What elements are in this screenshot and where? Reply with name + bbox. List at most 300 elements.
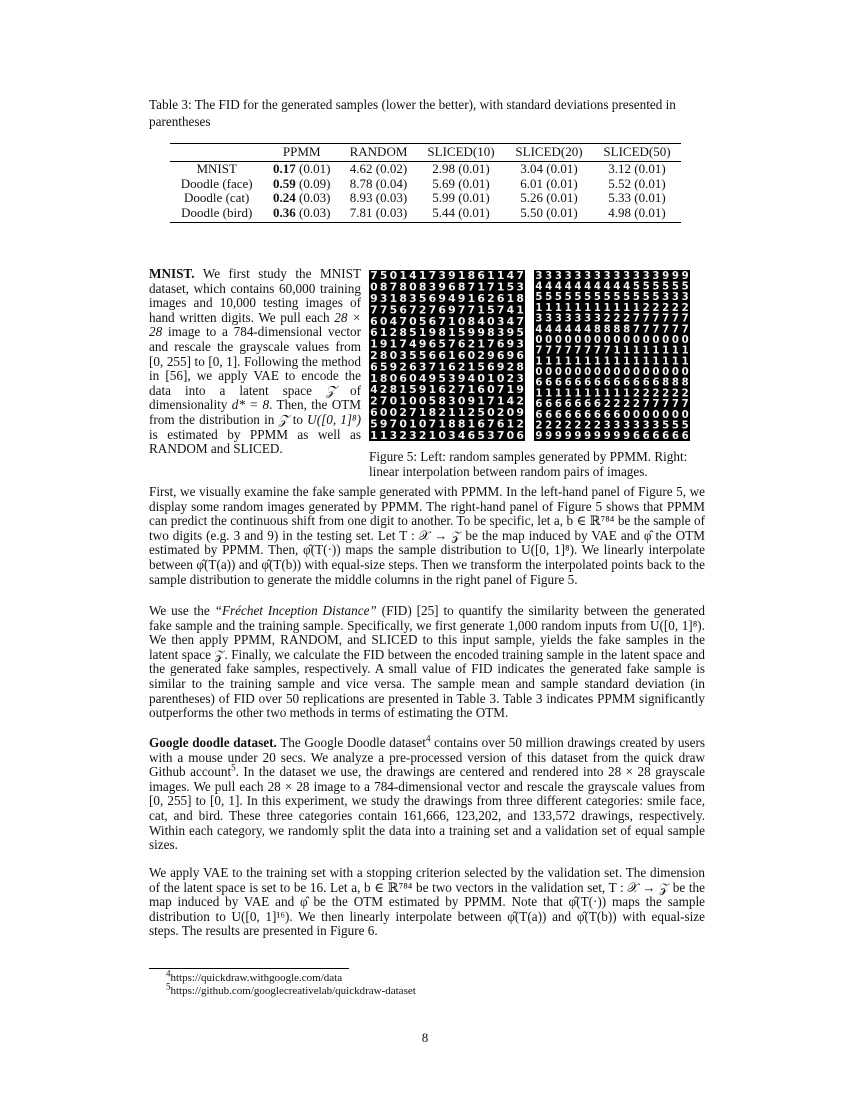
footnote <box>166 968 343 984</box>
interpolation-digit: 1 <box>574 356 582 368</box>
sample-digit: 2 <box>438 406 446 419</box>
interpolation-digit: 5 <box>642 281 650 293</box>
interpolation-digit: 2 <box>671 302 679 314</box>
table-header-cell: PPMM <box>263 144 340 162</box>
sample-digit: 6 <box>477 292 485 305</box>
sample-digit: 6 <box>409 360 417 374</box>
para-text: We use the <box>149 603 215 618</box>
sample-digit: 7 <box>409 303 417 317</box>
math-space: 𝒵 <box>325 382 336 398</box>
sample-digit: 2 <box>516 394 524 408</box>
interpolation-digit: 6 <box>603 409 611 421</box>
interpolation-digit: 3 <box>593 313 601 325</box>
sample-digit: 6 <box>428 314 437 328</box>
sample-digit: 7 <box>457 383 466 397</box>
interpolation-digit: 4 <box>545 281 553 293</box>
interpolation-digit: 3 <box>535 313 543 325</box>
table-row <box>170 161 681 176</box>
sample-digit: 4 <box>506 314 515 328</box>
table-header-cell: SLICED(20) <box>505 144 593 162</box>
interpolation-digit: 1 <box>623 345 631 357</box>
sample-digit: 9 <box>448 270 456 283</box>
interpolation-digit: 9 <box>554 431 562 441</box>
footnote-ref[interactable]: 5 <box>231 762 236 773</box>
interpolation-digit: 0 <box>632 334 640 346</box>
fid-term: “Fréchet Inception Distance” <box>214 603 377 618</box>
mnist-text: . Following the method in [56], we apply VAE to encode the data into a latent space <box>149 353 361 398</box>
interpolation-digit: 7 <box>632 324 640 336</box>
sample-digit: 9 <box>516 406 524 419</box>
interpolation-digit: 1 <box>584 356 592 368</box>
sample-digit: 7 <box>487 280 495 294</box>
sample-digit: 9 <box>370 292 378 305</box>
interpolation-digit: 1 <box>652 356 660 368</box>
sample-digit: 6 <box>370 314 378 328</box>
sample-digit: 7 <box>389 280 398 294</box>
footnote-link[interactable]: https://github.com/googlecreativelab/quickdraw-dataset <box>170 985 416 997</box>
sample-digit: 7 <box>399 337 407 351</box>
sample-digit: 1 <box>389 337 398 351</box>
sample-digit: 9 <box>379 417 388 431</box>
sample-digit: 5 <box>516 326 524 340</box>
interpolation-digit: 3 <box>671 292 679 304</box>
interpolation-digit: 1 <box>535 388 543 400</box>
interpolation-digit: 6 <box>584 409 592 421</box>
interpolation-digit: 0 <box>574 367 582 379</box>
interpolation-digit: 1 <box>584 388 592 400</box>
sample-digit: 6 <box>516 349 524 362</box>
sample-digit: 3 <box>448 428 456 441</box>
sample-digit: 3 <box>448 394 456 408</box>
sample-digit: 0 <box>389 371 398 385</box>
sample-digit: 7 <box>379 303 388 317</box>
mnist-paragraph <box>149 267 361 457</box>
interpolation-digit: 5 <box>652 281 660 293</box>
sample-digit: 0 <box>487 383 495 397</box>
page-number: 8 <box>421 1030 429 1045</box>
sample-digit: 1 <box>487 371 495 385</box>
table-caption: Table 3: The FID for the generated samples (lower the better), with standard deviations presented in parentheses <box>149 97 676 129</box>
sample-digit: 1 <box>409 417 417 431</box>
interpolation-digit: 2 <box>535 420 543 432</box>
interpolation-digit: 1 <box>623 302 631 314</box>
sample-digit: 6 <box>467 428 476 441</box>
sample-digit: 6 <box>477 383 485 397</box>
interpolation-digit: 1 <box>603 356 611 368</box>
interpolation-digit: 9 <box>603 431 611 441</box>
sample-digit: 9 <box>428 326 437 340</box>
footnote-link[interactable]: https://quickdraw.withgoogle.com/data <box>170 972 343 984</box>
sample-digit: 5 <box>409 326 417 340</box>
interpolation-digit: 6 <box>535 399 543 411</box>
sample-digit: 5 <box>428 394 437 408</box>
sample-digit: 7 <box>428 303 437 317</box>
table-cell: 7.81 (0.03) <box>340 206 417 222</box>
sample-digit: 6 <box>496 417 505 431</box>
sample-digit: 9 <box>428 371 437 385</box>
interpolation-digit: 7 <box>662 324 670 336</box>
interpolation-digit: 1 <box>574 388 582 400</box>
sample-digit: 7 <box>457 303 466 317</box>
para-text: contains over 50 million drawings created by users with a mouse under 20 secs. We analyze a pre-processed version of this dataset from the quick draw Github account <box>149 735 705 780</box>
interpolation-digit: 3 <box>584 313 592 325</box>
table-cell: 8.78 (0.04) <box>349 175 408 191</box>
paragraph-google-doodle <box>149 733 706 853</box>
interpolation-digit: 6 <box>554 409 562 421</box>
sample-digit: 1 <box>477 303 485 317</box>
sample-digit: 9 <box>477 326 485 340</box>
sample-digit: 3 <box>496 326 505 340</box>
interpolation-digit: 2 <box>662 302 670 314</box>
sample-digit: 4 <box>418 371 427 385</box>
interpolation-digit: 3 <box>584 270 592 282</box>
interpolation-digit: 8 <box>623 324 631 336</box>
interpolation-digit: 5 <box>603 292 611 304</box>
interpolation-digit: 5 <box>564 292 572 304</box>
table-cell: 5.26 (0.01) <box>520 190 578 206</box>
sample-digit: 5 <box>438 337 446 351</box>
sample-digit: 6 <box>428 337 437 351</box>
sample-digit: 7 <box>516 270 524 283</box>
interpolation-digit: 3 <box>545 270 553 282</box>
table-cell: 5.50 (0.01) <box>505 206 593 222</box>
interpolation-digit: 5 <box>574 292 582 304</box>
table-cell: 3.12 (0.01) <box>608 160 666 176</box>
interpolation-digit: 9 <box>593 431 601 441</box>
interpolation-digit: 3 <box>554 270 562 282</box>
interpolation-digit: 6 <box>652 377 660 389</box>
sample-digit: 8 <box>379 371 388 385</box>
interpolation-digit: 7 <box>681 313 689 325</box>
interpolation-digit: 1 <box>545 302 553 314</box>
sample-digit: 2 <box>399 428 407 441</box>
interpolation-digit: 9 <box>681 270 689 282</box>
interpolation-digit: 2 <box>613 313 621 325</box>
sample-digit: 1 <box>467 292 476 305</box>
interpolation-digit: 9 <box>613 431 621 441</box>
interpolation-digit: 0 <box>574 334 582 346</box>
sample-digit: 1 <box>418 326 427 340</box>
interpolation-digit: 2 <box>632 399 640 411</box>
interpolation-digit: 5 <box>642 292 650 304</box>
interpolation-digit: 0 <box>545 334 553 346</box>
sample-digit: 5 <box>487 303 495 317</box>
sample-digit: 4 <box>409 270 417 283</box>
sample-digit: 6 <box>487 360 495 374</box>
interpolation-digit: 1 <box>642 345 650 357</box>
interpolation-digit: 7 <box>681 399 689 411</box>
sample-digit: 0 <box>457 394 466 408</box>
sample-digit: 4 <box>477 314 485 328</box>
interpolation-digit: 4 <box>574 281 582 293</box>
sample-digit: 5 <box>438 371 446 385</box>
sample-digit: 3 <box>516 371 524 385</box>
table-cell: 3.04 (0.01) <box>520 160 578 176</box>
sample-digit: 4 <box>370 383 378 397</box>
interpolation-digit: 1 <box>613 345 621 357</box>
best-value: 0.36 <box>273 205 296 221</box>
row-label: Doodle (face) <box>180 175 253 191</box>
interpolation-digit: 5 <box>613 292 621 304</box>
sample-digit: 0 <box>506 428 515 441</box>
interpolation-digit: 6 <box>535 409 543 421</box>
interpolation-digit: 5 <box>671 281 679 293</box>
footnote-ref[interactable]: 4 <box>425 733 431 744</box>
interpolation-digit: 3 <box>574 270 582 282</box>
interpolation-digit: 2 <box>593 420 601 432</box>
sample-digit: 5 <box>477 406 485 419</box>
interpolation-digit: 1 <box>662 356 670 368</box>
interpolation-digit: 5 <box>584 292 592 304</box>
interpolation-digit: 2 <box>642 302 650 314</box>
sample-digit: 7 <box>487 337 495 351</box>
interpolation-digit: 4 <box>603 281 611 293</box>
interpolation-digit: 3 <box>632 270 640 282</box>
sample-digit: 5 <box>409 383 417 397</box>
interpolation-digit: 3 <box>613 270 621 282</box>
interpolation-digit: 0 <box>623 334 631 346</box>
interpolation-digit: 6 <box>593 399 601 411</box>
sample-digit: 6 <box>399 371 407 385</box>
interpolation-digit: 7 <box>564 345 572 357</box>
sample-digit: 8 <box>389 383 398 397</box>
sample-digit: 5 <box>379 270 388 283</box>
sample-digit: 3 <box>516 337 524 351</box>
interpolation-digit: 0 <box>671 409 679 421</box>
interpolation-digit: 0 <box>662 409 670 421</box>
sample-digit: 4 <box>457 428 466 441</box>
sample-digit: 1 <box>496 280 505 294</box>
sample-digit: 3 <box>496 314 505 328</box>
interpolation-digit: 0 <box>603 334 611 346</box>
sample-digit: 6 <box>496 337 505 351</box>
interpolation-digit: 1 <box>613 356 621 368</box>
interpolation-digit: 0 <box>593 367 601 379</box>
sample-digit: 6 <box>370 326 378 340</box>
mnist-text: of dimensionality <box>149 382 361 413</box>
table-header-cell: SLICED(50) <box>593 144 681 162</box>
sample-digit: 2 <box>487 292 495 305</box>
interpolation-digit: 9 <box>564 431 572 441</box>
sample-digit: 2 <box>379 383 388 397</box>
sample-digit: 8 <box>399 326 407 340</box>
sample-digit: 1 <box>428 383 437 397</box>
sample-digit: 2 <box>399 406 407 419</box>
sample-digit: 8 <box>418 280 427 294</box>
table-header-cell: RANDOM <box>340 144 417 162</box>
interpolation-digit: 6 <box>671 431 679 441</box>
interpolation-digit: 1 <box>564 388 572 400</box>
interpolation-digit: 4 <box>535 324 543 336</box>
sample-digit: 3 <box>428 280 437 294</box>
interpolation-digit: 7 <box>662 313 670 325</box>
sample-digit: 5 <box>418 292 427 305</box>
sample-digit: 5 <box>506 280 515 294</box>
sample-digit: 7 <box>370 303 378 317</box>
table-cell: 2.98 (0.01) <box>432 160 490 176</box>
sample-digit: 1 <box>438 417 446 431</box>
interpolation-digit: 0 <box>554 334 562 346</box>
interpolation-digit: 3 <box>652 420 660 432</box>
interpolation-digit: 6 <box>545 377 553 389</box>
sample-digit: 8 <box>438 326 446 340</box>
interpolation-digit: 3 <box>681 292 689 304</box>
best-value: 0.24 <box>273 190 296 206</box>
sample-digit: 6 <box>457 349 466 362</box>
interpolation-digit: 2 <box>652 388 660 400</box>
sample-digit: 0 <box>418 394 427 408</box>
interpolation-digit: 5 <box>545 292 553 304</box>
sample-digit: 3 <box>418 360 427 374</box>
interpolation-digit: 6 <box>564 377 572 389</box>
sample-digit: 1 <box>487 270 495 283</box>
interpolation-digit: 2 <box>613 399 621 411</box>
interpolation-digit: 7 <box>642 313 650 325</box>
sample-digit: 7 <box>487 394 495 408</box>
interpolation-digit: 2 <box>623 313 631 325</box>
sample-digit: 8 <box>428 406 437 419</box>
sample-digit: 1 <box>448 406 456 419</box>
sample-digit: 1 <box>467 360 476 374</box>
interpolation-digit: 1 <box>623 388 631 400</box>
sample-digit: 2 <box>448 383 456 397</box>
interpolation-digit: 8 <box>662 377 670 389</box>
interpolation-digit: 7 <box>574 345 582 357</box>
interpolation-digit: 2 <box>642 388 650 400</box>
sample-digit: 1 <box>370 337 378 351</box>
interpolation-digit: 0 <box>652 367 660 379</box>
sample-digit: 1 <box>418 270 427 283</box>
sample-digit: 5 <box>389 303 398 317</box>
table-header-cell <box>170 144 263 162</box>
sample-digit: 9 <box>418 383 427 397</box>
interpolation-digit: 3 <box>545 313 553 325</box>
interpolation-digit: 9 <box>574 431 582 441</box>
interpolation-digit: 0 <box>671 367 679 379</box>
interpolation-digit: 0 <box>613 334 621 346</box>
interpolation-digit: 1 <box>603 302 611 314</box>
sample-digit: 5 <box>418 314 427 328</box>
sample-digit: 8 <box>516 360 524 374</box>
interpolation-digit: 0 <box>564 367 572 379</box>
interpolation-digit: 3 <box>574 313 582 325</box>
sample-digit: 1 <box>457 270 466 283</box>
interpolation-digit: 4 <box>554 281 562 293</box>
interpolation-digit: 6 <box>652 431 660 441</box>
best-cell <box>263 206 340 222</box>
sample-digit: 6 <box>448 360 456 374</box>
math-range: [0, 1] <box>208 353 238 369</box>
sample-digit: 6 <box>477 270 485 283</box>
interpolation-digit: 6 <box>613 377 621 389</box>
interpolation-digit: 0 <box>671 334 679 346</box>
sample-digit: 7 <box>496 383 505 397</box>
sample-digit: 1 <box>477 280 485 294</box>
sample-digit: 9 <box>506 337 515 351</box>
table-header-cell: SLICED(10) <box>417 144 505 162</box>
interpolation-digit: 1 <box>613 388 621 400</box>
interpolation-digit: 2 <box>632 388 640 400</box>
interpolation-digit: 1 <box>681 345 689 357</box>
sample-digit: 7 <box>428 417 437 431</box>
best-value: 0.17 <box>273 160 296 176</box>
sample-digit: 7 <box>487 417 495 431</box>
sample-digit: 5 <box>379 360 388 374</box>
interpolation-digit: 6 <box>574 377 582 389</box>
interpolation-digit: 0 <box>681 367 689 379</box>
sample-digit: 3 <box>409 292 417 305</box>
interpolation-digit: 4 <box>564 324 572 336</box>
table-cell: 4.98 (0.01) <box>593 206 681 222</box>
sample-digit: 8 <box>457 417 466 431</box>
interpolation-digit: 7 <box>662 399 670 411</box>
sample-digit: 6 <box>370 406 378 419</box>
interpolation-digit: 6 <box>613 409 621 421</box>
interpolation-digit: 1 <box>671 345 679 357</box>
sample-digit: 3 <box>438 270 446 283</box>
interpolation-digit: 5 <box>681 281 689 293</box>
mnist-text: is estimated by PPMM as well as RANDOM and SLICED. <box>149 426 361 457</box>
interpolation-digit: 1 <box>671 356 679 368</box>
sample-digit: 1 <box>448 326 456 340</box>
interpolation-digit: 4 <box>564 281 572 293</box>
mnist-text: We first study the MNIST dataset, which contains 60,000 training images and 10,000 testing images of hand written digits. We pull each <box>149 266 361 325</box>
sample-digit: 6 <box>428 292 437 305</box>
table-cell: 4.62 (0.02) <box>349 160 408 176</box>
interpolation-digit: 0 <box>623 367 631 379</box>
interpolation-digit: 2 <box>603 399 611 411</box>
interpolation-digit: 0 <box>652 334 660 346</box>
interpolation-digit: 5 <box>593 292 601 304</box>
interpolation-digit: 7 <box>652 313 660 325</box>
sample-digit: 2 <box>389 326 398 340</box>
sample-digit: 7 <box>467 303 476 317</box>
sample-digit: 6 <box>399 303 407 317</box>
interpolation-digit: 1 <box>603 388 611 400</box>
sample-digit: 1 <box>448 349 456 362</box>
mnist-text: to <box>191 353 209 369</box>
best-sd: (0.03) <box>295 190 331 206</box>
table-cell: 5.99 (0.01) <box>432 190 490 206</box>
interpolation-digit: 6 <box>554 377 562 389</box>
sample-digit: 7 <box>379 394 388 408</box>
sample-digit: 3 <box>379 292 388 305</box>
interpolation-digit: 8 <box>681 377 689 389</box>
sample-digit: 6 <box>438 303 446 317</box>
sample-digit: 4 <box>506 270 515 283</box>
sample-digit: 1 <box>467 383 476 397</box>
sample-digit: 9 <box>438 280 446 294</box>
interpolation-digit: 4 <box>584 281 592 293</box>
sample-digit: 4 <box>506 303 515 317</box>
interpolation-digit: 9 <box>671 270 679 282</box>
sample-digit: 7 <box>409 406 417 419</box>
interpolation-digit: 0 <box>535 334 543 346</box>
interpolation-digit: 5 <box>662 420 670 432</box>
interpolation-digit: 0 <box>593 334 601 346</box>
sample-digit: 0 <box>389 406 398 419</box>
interpolation-digit: 3 <box>564 313 572 325</box>
sample-digit: 5 <box>418 349 427 362</box>
sample-digit: 1 <box>418 406 427 419</box>
para-text: The Google Doodle dataset <box>276 735 426 750</box>
interpolation-digit: 2 <box>681 388 689 400</box>
table-row <box>170 191 681 206</box>
interpolation-digit: 1 <box>632 345 640 357</box>
row-label: Doodle (bird) <box>170 206 263 222</box>
interpolation-digit: 5 <box>662 281 670 293</box>
interpolation-digit: 6 <box>574 399 582 411</box>
